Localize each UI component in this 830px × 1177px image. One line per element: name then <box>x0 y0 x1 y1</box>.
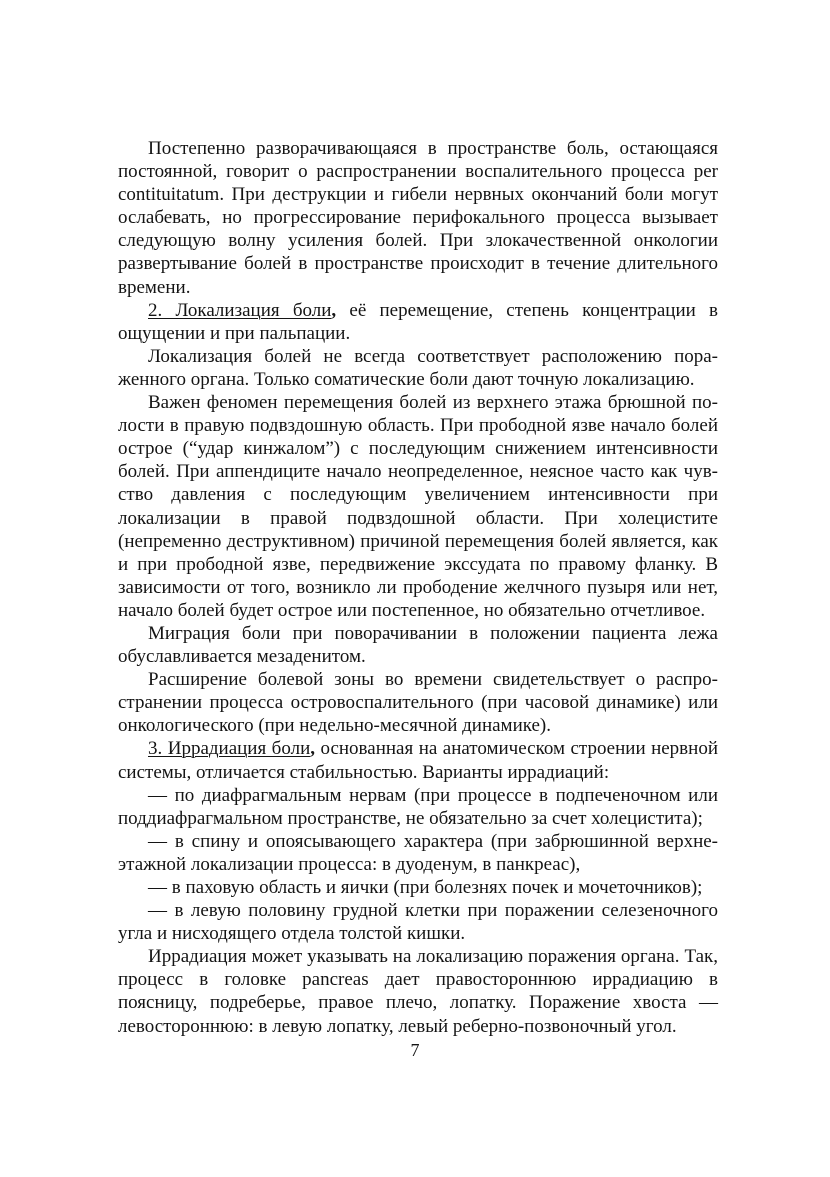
list-item-chest: — в левую половину грудной клетки при поражении селезеночного угла и нисходящего отдела толстой кишки. <box>118 900 718 945</box>
paragraph-localization-heading <box>118 299 718 345</box>
page-body <box>118 137 718 1038</box>
heading-punctuation: , <box>310 738 316 760</box>
paragraph-mesadenitis: Миграция боли при поворачивании в положении пациента лежа обуславливается мезаденитом. <box>118 622 718 668</box>
heading-punctuation: , <box>331 299 337 321</box>
section-heading-localization: 2. Локализация боли <box>148 299 332 321</box>
list-item-groin: — в паховую область и яички (при болезнях почек и мочеточников); <box>148 877 703 898</box>
list-item-back: — в спину и опоясывающего характера (при забрюшинной верхнеэтажной локализации процесса: в дуоденум, в панкреас), <box>118 830 718 875</box>
paragraph-text: основанная на анатомическом строении нервной системы, отличается стабильностью. Варианты иррадиаций: <box>118 738 718 783</box>
paragraph-text: её перемещение, степень концентрации в ощущении и при пальпации. <box>118 299 718 344</box>
list-item-diaphragm: — по диафрагмальным нервам (при процессе в подпеченочном или поддиафрагмальном пространстве, не обязательно за счет холецистита); <box>118 784 718 829</box>
paragraph-irradiation-heading <box>118 737 718 783</box>
paragraph-pain-migration: Важен феномен перемещения болей из верхнего этажа брюшной полости в правую подвздошную область. При прободной язве начало болей острое (“удар кинжалом”) с последующим снижением интенсивности болей. При аппендиците начало неопределенное, неясное часто как чувство давления с последующим увеличением интенсивности при локализации в правой подвздошной области. При холецистите (непременно деструктивном) причиной перемещения болей является, как и при прободной язве, передвижение экссудата по правому фланку. В зависимости от того, возникло ли прободение желчного пузыря или нет, начало болей будет острое или постепенное, но обязательно отчетливое. <box>118 392 718 621</box>
paragraph-pain-zone-expansion: Расширение болевой зоны во времени свидетельствует о распространении процесса островоспалительного (при часовой динамике) или онкологического (при недельно-месячной динамике). <box>118 669 718 737</box>
paragraph-localization-accuracy: Локализация болей не всегда соответствует расположению пораженного органа. Только соматические боли дают точную локализацию. <box>118 345 718 390</box>
paragraph-spreading-pain: Постепенно разворачивающаяся в пространстве боль, остающаяся постоянной, говорит о распространении воспалительного процесса per contituitatum. При деструкции и гибели нервных окончаний боли могут ослабевать, но прогрессирование перифокального процесса вызывает следующую волну усиления болей. При злокачественной онкологии развертывание болей в пространстве происходит в течение длительного времени. <box>118 138 718 298</box>
page-number: 7 <box>410 1040 420 1060</box>
section-heading-irradiation: 3. Иррадиация боли <box>148 738 311 760</box>
paragraph-irradiation-localization: Иррадиация может указывать на локализацию поражения органа. Так, процесс в головке pancreas дает правостороннюю иррадиацию в поясницу, подреберье, правое плечо, лопатку. Поражение хвоста — левостороннюю: в левую лопатку, левый реберно-позвоночный угол. <box>118 946 718 1037</box>
